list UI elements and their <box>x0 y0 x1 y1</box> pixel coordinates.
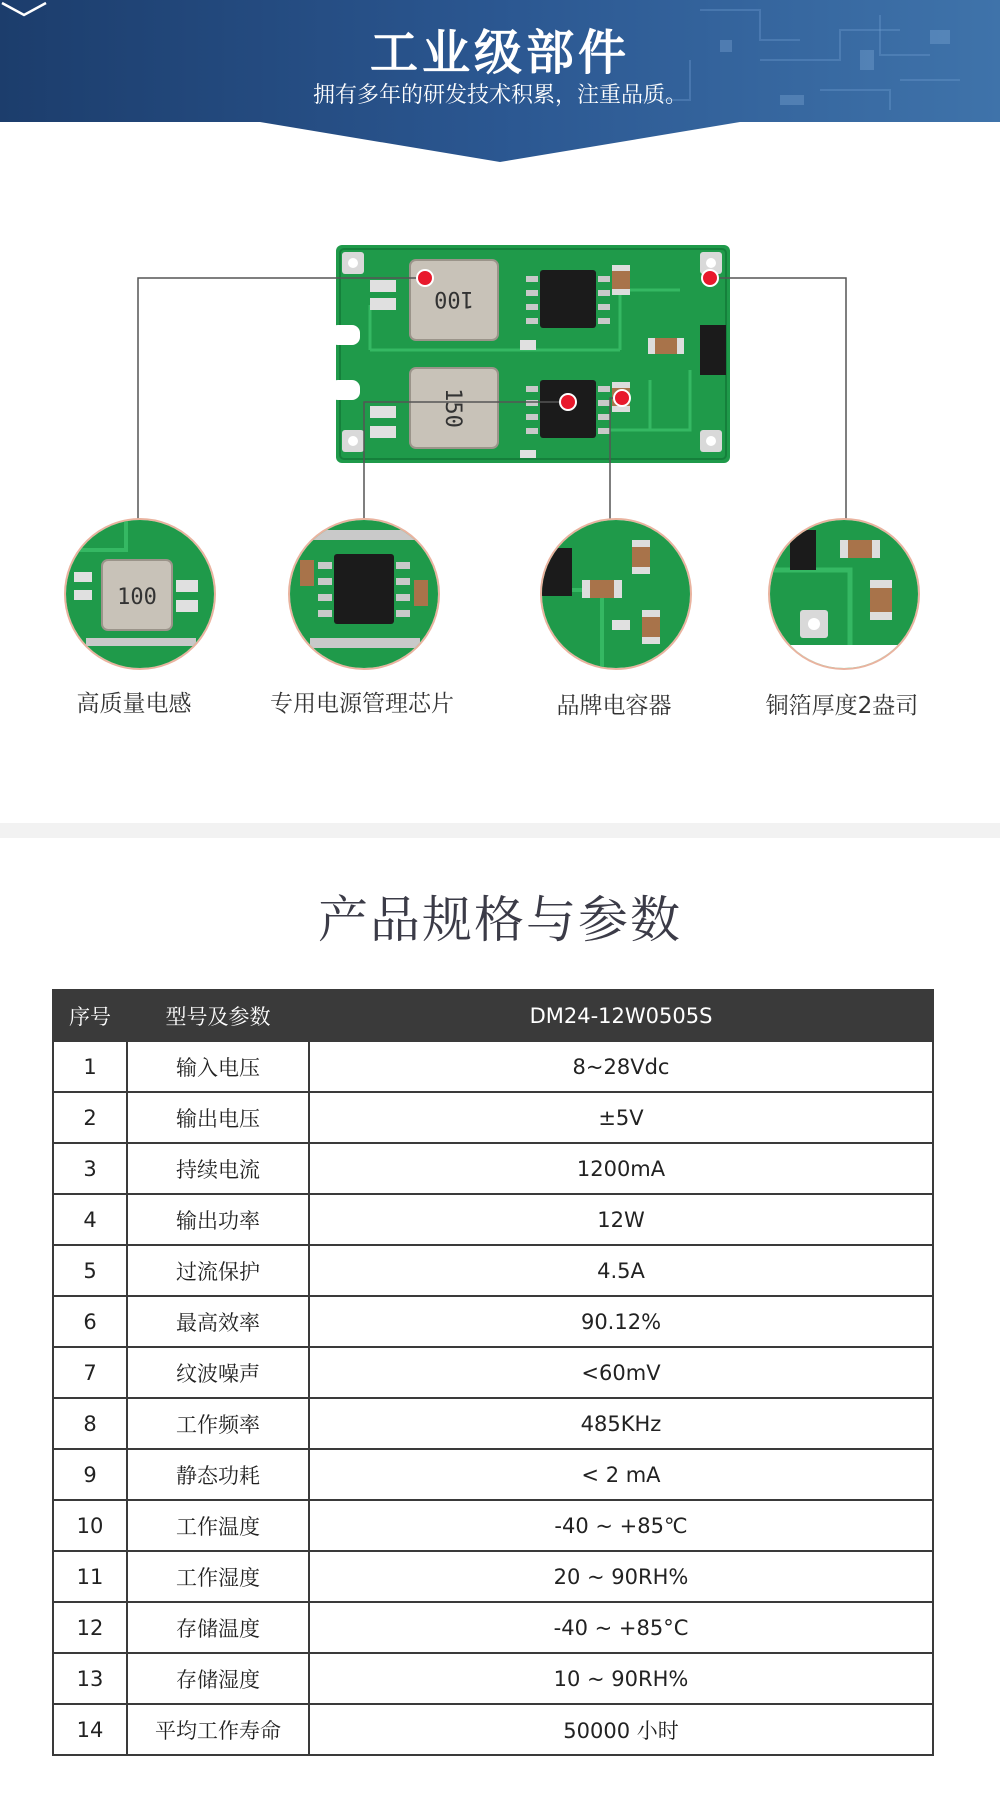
row-no: 8 <box>53 1398 127 1449</box>
callout-label-power-chip: 专用电源管理芯片 <box>270 691 454 717</box>
pcb-feature-section <box>0 230 1000 730</box>
row-value: -40 ~ +85℃ <box>309 1500 933 1551</box>
row-param: 存储温度 <box>127 1602 309 1653</box>
row-no: 5 <box>53 1245 127 1296</box>
row-value: ±5V <box>309 1092 933 1143</box>
table-row <box>53 1602 933 1653</box>
callout-label-inductor: 高质量电感 <box>76 691 192 717</box>
row-value: 90.12% <box>309 1296 933 1347</box>
header-banner <box>0 0 1000 165</box>
row-value: 50000 小时 <box>309 1704 933 1755</box>
banner-title: 工业级部件 <box>369 25 630 81</box>
callout-label-capacitor: 品牌电容器 <box>556 693 672 719</box>
row-value: 20 ~ 90RH% <box>309 1551 933 1602</box>
spec-table <box>52 989 934 1756</box>
section-divider <box>0 823 1000 838</box>
row-param: 输出功率 <box>127 1194 309 1245</box>
row-no: 14 <box>53 1704 127 1755</box>
row-no: 13 <box>53 1653 127 1704</box>
callout-label-copper-foil: 铜箔厚度2盎司 <box>765 693 919 719</box>
table-row <box>53 1296 933 1347</box>
banner-subtitle: 拥有多年的研发技术积累，注重品质。 <box>312 83 687 108</box>
spec-section-title: 产品规格与参数 <box>318 891 682 949</box>
table-row <box>53 1653 933 1704</box>
row-value: 485KHz <box>309 1398 933 1449</box>
row-param: 纹波噪声 <box>127 1347 309 1398</box>
row-param: 平均工作寿命 <box>127 1704 309 1755</box>
row-no: 10 <box>53 1500 127 1551</box>
inductor-bottom-marking: 150 <box>440 388 465 428</box>
row-no: 7 <box>53 1347 127 1398</box>
row-no: 9 <box>53 1449 127 1500</box>
row-param: 静态功耗 <box>127 1449 309 1500</box>
table-row <box>53 1398 933 1449</box>
table-row <box>53 1245 933 1296</box>
row-no: 1 <box>53 1041 127 1092</box>
table-row <box>53 1347 933 1398</box>
row-param: 工作频率 <box>127 1398 309 1449</box>
row-value: -40 ~ +85°C <box>309 1602 933 1653</box>
row-value: 12W <box>309 1194 933 1245</box>
row-no: 6 <box>53 1296 127 1347</box>
spec-table-header-row <box>53 990 933 1041</box>
row-param: 过流保护 <box>127 1245 309 1296</box>
row-param: 工作湿度 <box>127 1551 309 1602</box>
row-no: 4 <box>53 1194 127 1245</box>
row-no: 12 <box>53 1602 127 1653</box>
zoom-copper-foil <box>768 518 920 670</box>
table-row <box>53 1551 933 1602</box>
inductor-top-marking: 100 <box>434 286 474 311</box>
copper-foil-closeup-image <box>770 520 918 668</box>
chevron-down-icon <box>0 0 48 18</box>
power-chip-closeup-image <box>290 520 438 668</box>
table-row <box>53 1500 933 1551</box>
header-no: 序号 <box>53 990 127 1041</box>
row-value: 8~28Vdc <box>309 1041 933 1092</box>
header-model: DM24-12W0505S <box>309 990 933 1041</box>
header-param: 型号及参数 <box>127 990 309 1041</box>
row-no: 11 <box>53 1551 127 1602</box>
table-row <box>53 1449 933 1500</box>
table-row <box>53 1092 933 1143</box>
row-param: 输入电压 <box>127 1041 309 1092</box>
row-value: 1200mA <box>309 1143 933 1194</box>
zoom-power-chip <box>288 518 440 670</box>
row-no: 3 <box>53 1143 127 1194</box>
zoom-capacitor <box>540 518 692 670</box>
row-value: <60mV <box>309 1347 933 1398</box>
row-param: 最高效率 <box>127 1296 309 1347</box>
row-value: < 2 mA <box>309 1449 933 1500</box>
row-param: 输出电压 <box>127 1092 309 1143</box>
table-row <box>53 1704 933 1755</box>
inductor-closeup-image <box>66 520 214 668</box>
row-no: 2 <box>53 1092 127 1143</box>
table-row <box>53 1194 933 1245</box>
row-value: 10 ~ 90RH% <box>309 1653 933 1704</box>
zoom-inductor-marking: 100 <box>117 585 157 610</box>
row-param: 存储湿度 <box>127 1653 309 1704</box>
table-row <box>53 1143 933 1194</box>
row-param: 持续电流 <box>127 1143 309 1194</box>
row-param: 工作温度 <box>127 1500 309 1551</box>
table-row <box>53 1041 933 1092</box>
capacitor-closeup-image <box>542 520 690 668</box>
row-value: 4.5A <box>309 1245 933 1296</box>
zoom-inductor <box>64 518 216 670</box>
